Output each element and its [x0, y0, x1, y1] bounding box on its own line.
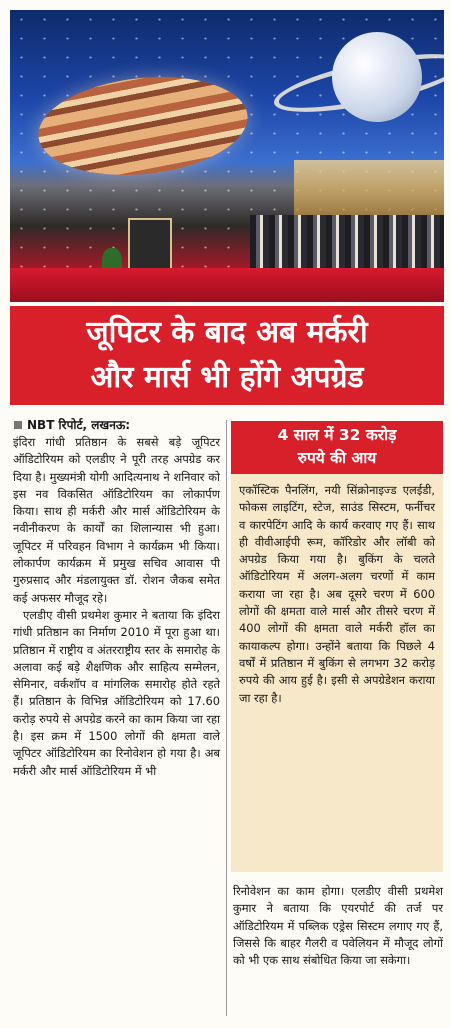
headline: [10, 306, 444, 405]
article-paragraph-2: एलडीए वीसी प्रथमेश कुमार ने बताया कि इंदिरा गांधी प्रतिष्ठान का निर्माण 2010 में पूरा हुआ था। प्रतिष्ठान में राष्ट्रीय व अंतरराष्ट्रीय स्तर के समारोह के अलावा कई बड़े शैक्षणिक और साहित्य सम्मेलन, सेमिनार, वर्कशॉप व मांगलिक समारोह होते रहते हैं। प्रतिष्ठान के विभिन्न ऑडिटोरियम को 17.60 करोड़ रुपये से अपग्रेड करने का काम किया जा रहा है। इस क्रम में 1500 लोगों की क्षमता वाले जूपिटर ऑडिटोरियम का रिनोवेशन हो गया है। अब मर्करी और मार्स ऑडिटोरियम में भी: [13, 607, 220, 778]
side-box-title-line-1: 4 साल में 32 करोड़: [277, 426, 397, 444]
headline-line-1: जूपिटर के बाद अब मर्करी: [86, 315, 368, 350]
ceiling-lights: [294, 160, 444, 220]
side-box-title-line-2: रुपये की आय: [297, 449, 377, 467]
article-paragraph-1: इंदिरा गांधी प्रतिष्ठान के सबसे बड़े जूपिटर ऑडिटोरियम को एलडीए ने पूरी तरह अपग्रेड कर दिया है। मुख्यमंत्री योगी आदित्यनाथ ने शनिवार को इस नव विकसित ऑडिटोरियम का लोकार्पण किया। साथ ही मर्करी और मार्स ऑडिटोरियम के नवीनीकरण के कार्यों का शिलान्यास भी हुआ। जूपिटर में परिवहन विभाग ने कार्यक्रम भी किया। लोकार्पण कार्यक्रम में प्रमुख सचिव आवास पी गुरुप्रसाद और मंडलायुक्त डॉ. रोशन जैकब समेत कई अफसर मौजूद रहे।: [13, 435, 220, 605]
byline-text: NBT रिपोर्ट, लखनऊ:: [27, 418, 131, 432]
red-carpet: [10, 268, 444, 302]
article-right-column: [233, 883, 443, 969]
byline-marker-icon: [14, 421, 22, 429]
side-box-heading: [231, 421, 443, 474]
side-box-text: एकॉस्टिक पैनलिंग, नयी सिंक्रोनाइज्ड एलईडी, फोकस लाइटिंग, स्टेज, साउंड सिस्टम, फर्नीचर व कारपेटिंग आदि के कार्य करवाए गए हैं। साथ ही वीवीआईपी रूम, कॉरिडोर और लॉबी को अपग्रेड किया गया है। बुकिंग के चलते ऑडिटोरियम में अलग-अलग चरणों में काम कराया जा रहा है। अब दूसरे चरण में 600 लोगों की क्षमता वाले मार्स और तीसरे चरण में 400 लोगों की क्षमता वाले मर्करी हॉल का कायाकल्प होगा। उन्होंने बताया कि पिछले 4 वर्षों में प्रतिष्ठान में बुकिंग से लगभग 32 करोड़ रुपये की आय हुई है। इसी से अपग्रेडेशन कराया जा रहा है।: [239, 483, 435, 705]
column-divider: [226, 420, 227, 1016]
side-box: [231, 474, 443, 872]
headline-line-2: और मार्स भी होंगे अपग्रेड: [90, 360, 364, 395]
saturn-planet-graphic: [332, 32, 422, 122]
auditorium-photo: [10, 10, 444, 302]
byline: [14, 416, 130, 433]
article-continuation: रिनोवेशन का काम होगा। एलडीए वीसी प्रथमेश कुमार ने बताया कि एयरपोर्ट की तर्ज पर ऑडिटोरियम में पब्लिक एड्रेस सिस्टम लगाए गए हैं, जिससे कि बाहर गैलरी व पवेलियन में मौजूद लोगों को भी एक साथ संबोधित किया जा सकेगा।: [233, 884, 443, 968]
article-left-column: [13, 434, 220, 780]
